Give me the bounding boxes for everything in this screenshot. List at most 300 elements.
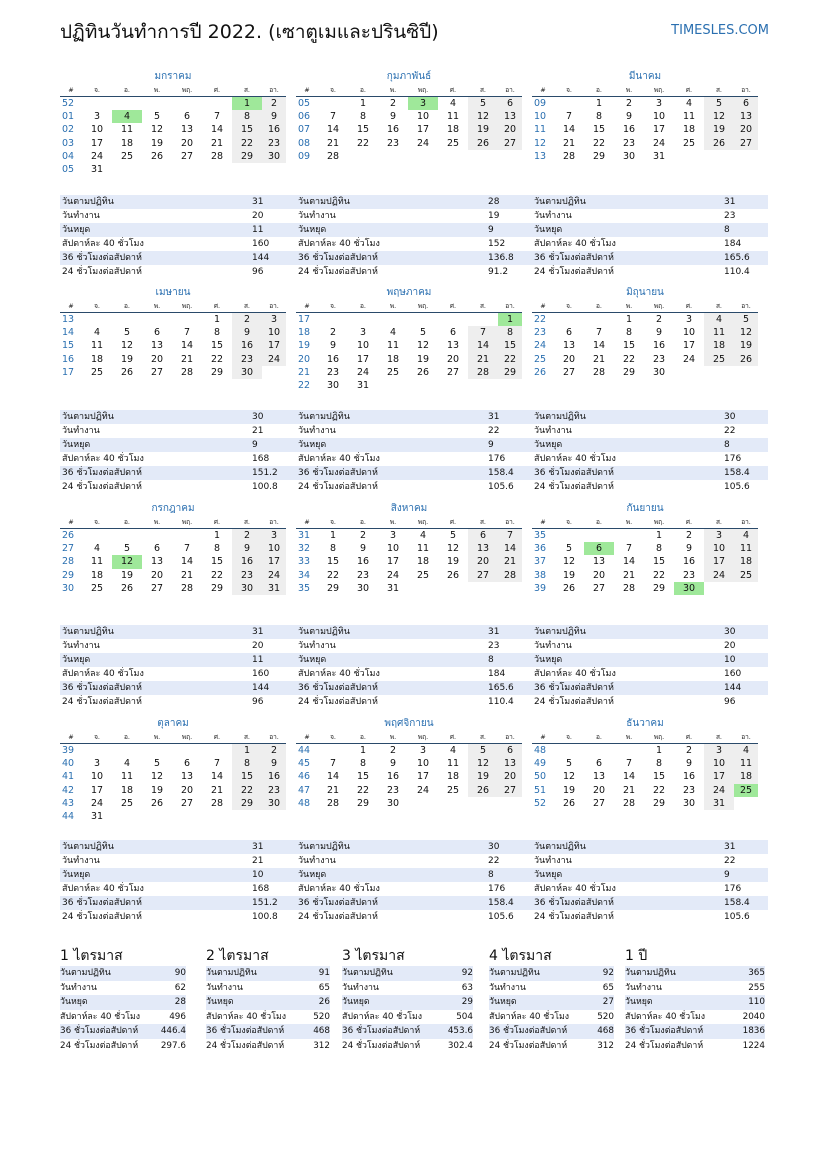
day-cell [378, 150, 408, 163]
day-cell: 13 [498, 757, 522, 770]
stat-label: วันตามปฏิทิน [298, 627, 350, 637]
day-cell: 7 [595, 327, 603, 339]
stat-label: 36 ชั่วโมงต่อสัปดาห์ [298, 898, 378, 908]
period-value: 65 [318, 982, 330, 993]
stat-label: วันตามปฏิทิน [534, 412, 586, 422]
weekday-header: พฤ. [172, 516, 202, 529]
weekday-header: จ. [554, 300, 584, 313]
stat-label: วันหยุด [62, 655, 91, 665]
weekday-header: ศ. [202, 731, 232, 744]
stat-row [60, 896, 296, 910]
period-row [489, 995, 614, 1010]
week-row [60, 313, 286, 327]
week-number: 30 [62, 582, 75, 594]
day-cell: 5 [565, 758, 573, 770]
day-cell: 26 [120, 366, 134, 378]
day-cell: 12 [562, 771, 576, 783]
stat-label: สัปดาห์ละ 40 ชั่วโมง [62, 884, 144, 894]
period-row [342, 995, 473, 1010]
day-cell: 4 [123, 758, 131, 770]
stat-value: 158.4 [724, 898, 750, 908]
stat-label: 36 ชั่วโมงต่อสัปดาห์ [298, 683, 378, 693]
day-cell: 7 [625, 758, 633, 770]
stat-row [532, 653, 768, 667]
day-cell: 13 [592, 771, 606, 783]
stat-value: 23 [488, 641, 500, 651]
week-row [532, 582, 758, 595]
day-cell: 29 [232, 797, 262, 810]
day-cell: 27 [150, 366, 164, 378]
weekday-header: พ. [378, 84, 408, 97]
day-cell: 28 [622, 582, 636, 594]
day-cell: 4 [734, 529, 758, 543]
weekday-header: อา. [498, 731, 522, 744]
stat-label: วันหยุด [62, 440, 91, 450]
day-cell: 5 [468, 744, 498, 758]
stat-row [296, 251, 532, 265]
stat-value: 21 [252, 856, 264, 866]
stat-value: 105.6 [724, 482, 750, 492]
day-cell [142, 810, 172, 823]
day-cell [438, 313, 468, 327]
week-number: 21 [298, 366, 311, 378]
day-cell: 25 [120, 797, 134, 809]
day-cell: 14 [210, 124, 224, 136]
day-cell: 13 [180, 771, 194, 783]
day-cell: 30 [326, 380, 340, 392]
day-cell: 19 [446, 556, 460, 568]
week-number: 15 [62, 340, 75, 352]
month-calendar [60, 286, 286, 379]
day-cell [674, 366, 704, 379]
day-cell: 15 [210, 340, 224, 352]
day-cell: 2 [232, 529, 262, 543]
day-cell: 29 [622, 366, 636, 378]
day-cell [318, 97, 348, 111]
month-stats [296, 625, 532, 709]
period-label: วันตามปฏิทิน [342, 968, 393, 978]
week-number: 10 [534, 111, 547, 123]
day-cell: 28 [562, 150, 576, 162]
day-cell [704, 150, 734, 163]
week-number: 43 [62, 797, 75, 809]
day-cell: 8 [213, 327, 221, 339]
week-number: 29 [62, 569, 75, 581]
week-number: 50 [534, 771, 547, 783]
stat-label: 36 ชั่วโมงต่อสัปดาห์ [298, 253, 378, 263]
day-cell: 3 [704, 529, 734, 543]
stat-row [532, 410, 768, 424]
month-table [532, 84, 758, 163]
day-cell: 10 [386, 543, 400, 555]
period-row [206, 1010, 330, 1025]
stat-label: 24 ชั่วโมงต่อสัปดาห์ [298, 267, 378, 277]
day-cell: 9 [262, 757, 286, 770]
period-summary [342, 946, 473, 1053]
period-label: วันทำงาน [60, 982, 97, 993]
day-cell [172, 744, 202, 758]
stat-row [60, 195, 296, 209]
day-cell: 20 [498, 770, 522, 783]
stat-value: 105.6 [724, 912, 750, 922]
day-cell: 13 [468, 542, 498, 555]
day-cell [468, 379, 498, 392]
day-cell: 2 [232, 313, 262, 327]
day-cell: 27 [592, 797, 606, 809]
weekday-header: จ. [318, 84, 348, 97]
stat-label: วันทำงาน [534, 641, 572, 651]
month-stats [532, 840, 768, 924]
day-cell: 3 [262, 313, 286, 327]
day-cell [82, 313, 112, 327]
month-name: ธันวาคม [626, 718, 664, 729]
weekday-header: อา. [498, 300, 522, 313]
week-row [60, 110, 286, 123]
day-cell: 17 [416, 124, 430, 136]
day-cell: 11 [90, 340, 104, 352]
stat-label: วันตามปฏิทิน [298, 412, 350, 422]
day-cell: 25 [446, 137, 460, 149]
stat-value: 8 [488, 655, 494, 665]
stat-value: 176 [488, 454, 506, 464]
month-name: มกราคม [154, 71, 192, 82]
day-cell: 21 [592, 353, 606, 365]
day-cell: 26 [468, 137, 498, 150]
period-row [206, 966, 330, 981]
day-cell [112, 529, 142, 543]
weekday-header: ศ. [438, 731, 468, 744]
day-cell: 20 [468, 555, 498, 568]
day-cell: 3 [408, 97, 438, 111]
week-number: 28 [62, 556, 75, 568]
day-cell [112, 97, 142, 111]
stat-value: 8 [724, 440, 730, 450]
day-cell: 20 [592, 569, 606, 581]
day-cell: 31 [652, 150, 666, 162]
period-row [625, 966, 765, 981]
day-cell [142, 163, 172, 176]
stat-row [532, 840, 768, 854]
week-number: 46 [298, 771, 311, 783]
stat-row [296, 424, 532, 438]
weekday-header: อ. [348, 300, 378, 313]
week-row [532, 339, 758, 352]
day-cell: 1 [595, 98, 603, 110]
day-cell: 25 [734, 784, 758, 797]
day-cell: 4 [685, 98, 693, 110]
stat-row [296, 639, 532, 653]
period-value: 520 [313, 1011, 330, 1022]
month-calendar [60, 717, 286, 823]
day-cell: 18 [446, 124, 460, 136]
day-cell: 9 [625, 111, 633, 123]
day-cell: 14 [180, 340, 194, 352]
stat-row [296, 237, 532, 251]
day-cell: 23 [356, 569, 370, 581]
month-stats [296, 840, 532, 924]
period-row [489, 1024, 614, 1039]
day-cell: 16 [622, 124, 636, 136]
week-row [60, 123, 286, 136]
day-cell: 24 [704, 784, 734, 797]
day-cell: 24 [90, 797, 104, 809]
day-cell: 1 [329, 530, 337, 542]
stat-row [296, 882, 532, 896]
week-row [296, 542, 522, 555]
week-number: 27 [62, 543, 75, 555]
day-cell: 24 [90, 150, 104, 162]
period-value: 504 [456, 1011, 473, 1022]
weekday-header: ส. [704, 731, 734, 744]
week-row [532, 326, 758, 339]
day-cell: 29 [210, 366, 224, 378]
day-cell: 12 [416, 340, 430, 352]
day-cell: 7 [625, 543, 633, 555]
weekday-header: # [296, 516, 318, 529]
stat-row [60, 910, 296, 924]
day-cell: 21 [326, 137, 340, 149]
weekday-header: จ. [82, 516, 112, 529]
period-row [342, 966, 473, 981]
week-number: 38 [534, 569, 547, 581]
day-cell: 18 [704, 339, 734, 352]
day-cell: 14 [468, 339, 498, 352]
day-cell: 13 [592, 556, 606, 568]
weekday-header: พฤ. [644, 731, 674, 744]
weekday-header: พ. [378, 300, 408, 313]
weekday-header: อ. [348, 731, 378, 744]
stat-label: วันตามปฏิทิน [62, 412, 114, 422]
period-value: 92 [461, 968, 473, 978]
day-cell [202, 744, 232, 758]
stat-value: 105.6 [488, 482, 514, 492]
stat-value: 31 [724, 197, 736, 207]
weekday-header: # [296, 731, 318, 744]
day-cell: 11 [446, 758, 460, 770]
brand-link[interactable]: TIMESLES.COM [671, 23, 769, 38]
day-cell: 22 [232, 137, 262, 150]
day-cell: 1 [232, 97, 262, 111]
day-cell: 15 [356, 771, 370, 783]
day-cell: 22 [356, 137, 370, 149]
period-row [625, 1010, 765, 1025]
day-cell: 8 [213, 543, 221, 555]
month-table [296, 516, 522, 595]
day-cell: 24 [386, 569, 400, 581]
stat-label: 24 ชั่วโมงต่อสัปดาห์ [62, 697, 142, 707]
day-cell: 3 [93, 111, 101, 123]
day-cell: 13 [734, 110, 758, 123]
day-cell: 22 [622, 353, 636, 365]
stat-value: 144 [252, 683, 270, 693]
day-cell: 30 [652, 366, 666, 378]
stat-label: 36 ชั่วโมงต่อสัปดาห์ [534, 898, 614, 908]
day-cell: 7 [329, 758, 337, 770]
day-cell: 9 [262, 110, 286, 123]
period-summary [206, 946, 330, 1053]
day-cell: 11 [386, 340, 400, 352]
stat-label: วันทำงาน [298, 426, 336, 436]
day-cell: 15 [592, 124, 606, 136]
period-value: 312 [313, 1040, 330, 1051]
stat-label: วันตามปฏิทิน [298, 842, 350, 852]
day-cell: 7 [213, 111, 221, 123]
week-row [532, 366, 758, 379]
day-cell: 8 [498, 326, 522, 339]
weekday-header: # [60, 300, 82, 313]
stat-label: วันทำงาน [298, 211, 336, 221]
day-cell: 19 [120, 353, 134, 365]
weekday-header: พ. [378, 731, 408, 744]
day-cell: 18 [682, 124, 696, 136]
month-stats [60, 195, 296, 279]
week-row [60, 797, 286, 810]
day-cell: 12 [468, 110, 498, 123]
day-cell: 27 [562, 366, 576, 378]
weekday-header: ศ. [202, 300, 232, 313]
day-cell: 29 [326, 582, 340, 594]
day-cell: 1 [359, 98, 367, 110]
period-label: 36 ชั่วโมงต่อสัปดาห์ [489, 1026, 568, 1036]
day-cell: 12 [734, 326, 758, 339]
weekday-header: # [60, 731, 82, 744]
day-cell: 28 [468, 366, 498, 379]
day-cell: 17 [416, 771, 430, 783]
month-stats [60, 625, 296, 709]
day-cell: 1 [213, 314, 221, 326]
day-cell: 9 [232, 326, 262, 339]
day-cell: 27 [180, 150, 194, 162]
weekday-header: อ. [112, 516, 142, 529]
day-cell: 10 [704, 542, 734, 555]
day-cell: 26 [120, 582, 134, 594]
stat-row [532, 896, 768, 910]
stat-label: วันหยุด [298, 225, 327, 235]
day-cell: 12 [468, 757, 498, 770]
day-cell: 30 [356, 582, 370, 594]
period-value: 63 [461, 982, 473, 993]
month-name: ตุลาคม [157, 718, 189, 729]
day-cell: 23 [386, 137, 400, 149]
week-row [60, 529, 286, 543]
day-cell: 8 [595, 111, 603, 123]
day-cell: 19 [562, 569, 576, 581]
day-cell: 4 [112, 110, 142, 123]
day-cell: 31 [356, 380, 370, 392]
period-label: วันทำงาน [206, 982, 243, 993]
day-cell: 17 [704, 770, 734, 783]
month-table [60, 731, 286, 823]
day-cell: 15 [652, 771, 666, 783]
stat-value: 28 [488, 197, 500, 207]
period-row [489, 1039, 614, 1054]
day-cell: 6 [584, 542, 614, 555]
stat-row [60, 251, 296, 265]
weekday-header: ส. [232, 731, 262, 744]
weekday-header: อา. [262, 731, 286, 744]
day-cell: 8 [232, 110, 262, 123]
stat-label: 36 ชั่วโมงต่อสัปดาห์ [298, 468, 378, 478]
weekday-header: # [532, 300, 554, 313]
day-cell: 27 [734, 137, 758, 150]
stat-value: 160 [252, 669, 270, 679]
week-row [532, 529, 758, 543]
stat-value: 165.6 [488, 683, 514, 693]
week-number: 39 [534, 582, 547, 594]
day-cell: 5 [734, 313, 758, 327]
day-cell: 21 [326, 784, 340, 796]
period-label: วันหยุด [342, 997, 370, 1007]
day-cell: 21 [210, 784, 224, 796]
stat-value: 31 [724, 842, 736, 852]
day-cell: 16 [356, 556, 370, 568]
day-cell: 30 [262, 797, 286, 810]
stat-label: วันตามปฏิทิน [62, 197, 114, 207]
day-cell: 17 [356, 353, 370, 365]
day-cell: 26 [704, 137, 734, 150]
weekday-header: ศ. [674, 731, 704, 744]
day-cell: 18 [386, 353, 400, 365]
day-cell [172, 163, 202, 176]
period-row [60, 966, 186, 981]
stat-value: 30 [724, 627, 736, 637]
day-cell: 11 [734, 757, 758, 770]
month-stats [532, 410, 768, 494]
day-cell [584, 744, 614, 758]
stat-value: 176 [488, 884, 506, 894]
period-value: 92 [602, 968, 614, 978]
week-row [60, 784, 286, 797]
stat-value: 11 [252, 655, 264, 665]
stat-label: สัปดาห์ละ 40 ชั่วโมง [534, 669, 616, 679]
day-cell: 25 [90, 366, 104, 378]
week-number: 51 [534, 784, 547, 796]
month-name: มีนาคม [628, 71, 662, 82]
stat-value: 105.6 [488, 912, 514, 922]
day-cell: 31 [386, 582, 400, 594]
stat-value: 20 [252, 641, 264, 651]
stat-row [296, 695, 532, 709]
day-cell: 25 [386, 366, 400, 378]
week-row [296, 555, 522, 568]
week-row [296, 339, 522, 352]
stat-label: สัปดาห์ละ 40 ชั่วโมง [534, 884, 616, 894]
day-cell: 19 [562, 784, 576, 796]
day-cell: 1 [498, 313, 522, 327]
period-value: 468 [597, 1026, 614, 1036]
stat-value: 160 [724, 669, 742, 679]
stat-value: 8 [724, 225, 730, 235]
day-cell: 22 [652, 569, 666, 581]
week-number: 23 [534, 327, 547, 339]
day-cell: 6 [734, 97, 758, 111]
day-cell [704, 366, 734, 379]
day-cell: 26 [468, 784, 498, 797]
day-cell: 10 [262, 326, 286, 339]
stat-row [60, 667, 296, 681]
stat-label: 24 ชั่วโมงต่อสัปดาห์ [62, 482, 142, 492]
day-cell: 28 [326, 797, 340, 809]
day-cell: 15 [210, 556, 224, 568]
day-cell: 4 [734, 744, 758, 758]
weekday-header: อา. [734, 731, 758, 744]
day-cell [734, 150, 758, 163]
day-cell: 16 [682, 771, 696, 783]
stat-row [60, 840, 296, 854]
period-row [625, 1024, 765, 1039]
stat-row [532, 424, 768, 438]
week-row [296, 797, 522, 810]
